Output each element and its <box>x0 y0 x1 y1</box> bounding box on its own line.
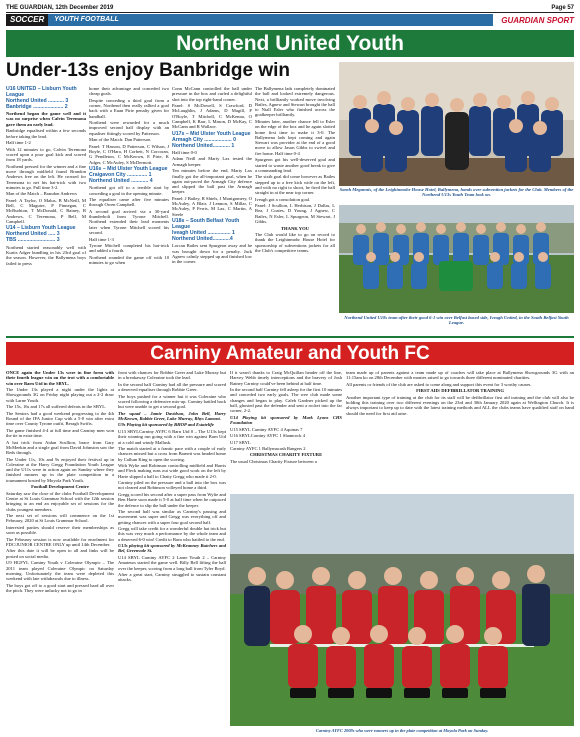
paragraph: Northend pressed for the winner and a fine move through midfield found Brandon Andrews free on the left. He crossed for Teremona to net his hat-trick with two minutes to go. Full time 3-2. <box>6 163 86 190</box>
paragraph: Northend were rewarded for a much improved second half display with an equaliser fittingly scored by Patterson. <box>89 120 169 136</box>
paragraph: Northend began the game well and it was no surprise when Calvin Teremona gave them an early lead. <box>6 111 86 127</box>
paragraph: Iveagh got a consolation goal. <box>255 196 311 202</box>
paragraph: Banbridge equalised within a few seconds before taking the lead. <box>6 128 86 139</box>
paragraph: U14 SBYL Carniny AYFC 2 Larne Youth 2 – Carniny Amateurs started the game well. Billy Bell lifting the ball over the keeper, scoring from a long ball from Tyler Boyd. <box>118 554 226 571</box>
paragraph: U9 HGFYL Carniny Youth v Coleraine Olympic – The 2011 team played Coleraine Olympic on Saturday morning. Unfortunately the team were depleted this weekend with late withdrawals due to illness. <box>6 560 114 582</box>
paragraph: Man of the Match – Brandon Andrews <box>6 191 77 197</box>
paragraph: Spurgeon got his well-deserved goal and started to waste another good break to give a commanding lead. <box>255 157 335 173</box>
paragraph: team made up of parents against a team made up of coaches will take place at Ballymena Showgrounds 3G with an 11:15am ko on 28th December with monies raised to go towards three different nominated charities. <box>346 370 574 381</box>
header-rule <box>6 12 574 13</box>
paragraph: If it wasn't thanks to Craig McQuillan header off the line, Harvey Webb timely interceptions and the bravery of Josh Rainey Carniny could've been behind at half time. <box>230 370 342 386</box>
paragraph: Panel: J Scullion, L Herbison, J Dallas, L Rea, J Coates, D Young, J Agnew, C Bailes, N Esler, L Spurgeon, M Stewart, J Gibbs. <box>255 203 335 225</box>
paragraph: The next set of sessions will commence on the 1st February, 2020 at St Louis Grammar School. <box>6 513 114 524</box>
photo-caption-u18s: Northend United U18s team after their good 6-1 win over Belfast based side, Iveagh United, in the South Belfast Youth League. <box>344 315 569 326</box>
paragraph: Gregg scored his second after a super pass from Wylie and Ben Harte soon made it 5-0 at half time when he outpaced the defence to slip the ball under the keeper. <box>118 491 226 508</box>
paragraph: The Ballymena lads completely dominated the ball and looked extremely dangerous. Next, a brilliantly worked move involving Bailes, Agnew and Stewart brought the ball to Niall Esler who finished across the goalkeeper brilliantly. <box>255 86 335 118</box>
paragraph: The Under 11s, 10s and 9s enjoyed their festival up in Coleraine at the Harry Gregg Foundation Youth League and the U11s were in action again on Sunday where they finished runners up in the plate competition in a tournament hosted by Moyola Park Youth. <box>6 456 114 483</box>
paragraph: The 15s, 16s and 17s all suffered defeats in the SBYL. <box>6 404 107 410</box>
paragraph: U9s Playing kit sponsored by BHOP and Estatelife <box>118 422 214 428</box>
publication-date: THE GUARDIAN, 12th December 2019 <box>6 4 114 11</box>
paragraph: Panel: S McDowell, S Crawford, D McLaughlin, J Adams, D Magill, P O'Boyle, T Mitchell, C McKenna, O Campbell, K Barr, L Mason, D McKay, C McCann and R Wallace. <box>172 103 252 130</box>
paragraph: U15 SBYL Carniny AYFC 4 Aquinas 7 <box>230 426 303 432</box>
result-block-2: U14 – Lisburn Youth League Northend United ..... 3 TBS .......................... 3 <box>6 225 76 244</box>
paragraph: U17 SBYL <box>230 439 251 445</box>
paragraph: Northend rounded the game off with 10 minutes to go when <box>89 254 169 266</box>
paragraph: Ten minutes before the end, Marty Lax finally got the all-important goal, when he again out-paced the Armagh City defence and slipped the ball past the Armagh keeper. <box>172 168 252 195</box>
northend-banner: Northend United Youth <box>6 30 574 57</box>
result-block-1: U16 UNITED – Lisburn Youth League Northend United ........... 3 Banbridge ..................... 2 <box>6 86 77 110</box>
paragraph: Interested parties should reserve their memberships as soon as possible. <box>6 524 114 536</box>
brand-logo: GUARDIAN SPORT <box>501 15 574 25</box>
paragraph: Despite conceding a third goal from a corner, Northend then really rallied a goal back with a Euan Pirie penalty given for handball. <box>89 97 169 119</box>
carniny-banner: Carniny Amateur and Youth FC <box>6 342 574 365</box>
team-photo-carniny <box>230 494 574 726</box>
paragraph: The Under 13s played a night under the lights at Showgrounds 3G on Friday night playing out a 2-2 draw with Larne Youth. <box>6 387 114 403</box>
team-photo-u18s <box>339 205 574 313</box>
paragraph: Adam Neill and Marty Lax tested the Armagh keeper. <box>172 156 252 167</box>
subheading-thank-you: THANK YOU <box>280 225 310 231</box>
paragraph: Half time 0-0 <box>172 149 197 155</box>
paragraph: U14 Playing kit sponsored by Mark Lyons CHS Foundation <box>230 414 342 426</box>
paragraph: The boys got off to a good start and pressed hard all over the pitch. They were unlucky not to go in <box>6 582 114 593</box>
result-block-5: U18s – South Belfast Youth League Iveagh United ................ 1 Northend United............4 <box>172 218 240 243</box>
article-column-1 <box>6 86 86 334</box>
section-divider <box>6 336 574 338</box>
paragraph: Man of the Match: Dan Patterson <box>89 137 151 143</box>
subsection-label: YOUTH FOOTBALL <box>48 14 493 26</box>
paragraph: With Wylie and Robinson controlling midfield and Harris and Fleck making runs out wide good work on the left by Harte slipped a ball to Chaity Gregg who made it 2-0. <box>118 463 226 479</box>
paragraph: Carniny AYFC 1 Ballymacash Rangers 2 <box>230 445 306 451</box>
paragraph: Northend started reasonably well with Kurtis Adger bundling in his 23rd goal of the season. However, the Ballymena boys failed to press <box>6 244 86 266</box>
paragraph: A second goal arrived via a 30-yard thunderbolt from Tyrone Mitchell. Northend extended their lead moments later when Tyrone Mitchell scored his second. <box>89 208 169 236</box>
carniny-column-2 <box>118 370 226 732</box>
paragraph: home their advantage and conceded two cheap goals. <box>89 86 169 97</box>
paragraph: Half time 1-3 <box>89 236 114 242</box>
paragraph: Carniny piled on the pressure and a ball into the box was not cleared and Robinson volleyed home a third. <box>118 480 226 491</box>
paragraph: The game finished 4-4 at full time and Carniny men won the tie in extra time. <box>6 427 114 439</box>
paragraph: After this date it will be open to all and links will be posted on social media. <box>6 548 114 559</box>
photo-caption-jackets: Sarah Megannis, of the Leighinmohr House Hotel, Ballymena, hands over subvention jackets for the Club. Members of the Northend U13s Youth Team look on. <box>339 187 574 198</box>
paragraph: After a great start, Carniny struggled to sustain constant attacks. <box>118 572 226 583</box>
result-block-3: U16s – Mid Ulster Youth League Craigavon City .............. 1 Northend United ............ 4 <box>89 166 168 185</box>
paragraph: Panel: A Taylor, O Malus, B McNeill, M Bell, C Maguire, P Finnegan, C McBurbton, T McDonald, C Rainey, B Andrews, C Teremona, P Bell, M Campbell. <box>6 197 86 224</box>
subheading-fdc: Football Development Centre <box>31 484 89 490</box>
page-header <box>6 3 574 12</box>
paragraph: The match started at a frantic pace with a couple of early chances missed but a cross from Barnett was headed home by Callum King to open the scoring. <box>118 445 226 462</box>
paragraph: front with chances for Robbie Greer and Luke Murray but in a breakaway Coleraine took the lead. <box>118 370 226 381</box>
paragraph: In the second half Carniny fell asleep for the first 10 minutes and conceded two early goals. The wee club made some changes and began to play. Caleb Gardner picked up the ball, ghosted past the defender and sent a rocket into the far corner, 2-2. <box>230 387 342 414</box>
paragraph: Tyrone Mitchell completed his hat-trick and added a fourth. <box>89 243 169 254</box>
carniny-column-3 <box>230 370 342 490</box>
paragraph: The sixth goal did come however as Bailes stepped up to a free kick wide on the left, and with no right to shoot, he fired the ball straight in at the near top corner. <box>255 174 335 196</box>
paragraph: A hat trick from Aidan Scullion, brace from Gary McMeekin and a single goal from David Johnston saw the Reds through. <box>6 439 114 456</box>
paragraph: Minutes later, another chance fell to Esler on the edge of the box and he again slotted home first time to make it 3-0. The Ballymena lads kept coming and again Stewart was provider at the end of a good move to allow Jason Gibbs to swivel and fire home. Half time 0-4 <box>255 118 335 156</box>
paragraph: The squad – Jamie Davidson, John Bell, Harry McKeown, Robbie Greer, Luke Murray, Rhys Lamont. <box>118 410 226 421</box>
article-column-2 <box>89 86 169 334</box>
paragraph: In the second half Carniny had all the pressure and scored a deserved equaliser through Robbie Greer. <box>118 381 226 393</box>
lead-paragraph: ONCE again the Under 13s were in fine form with their fourth league win on the trot with a comfortable win over Barn Utd in the SBYL. <box>6 370 114 386</box>
team-photo-jackets <box>339 62 574 186</box>
paragraph: Panel: T Hasson, D Patterson, C Wilson, J Boyle, C O'Hara, H Corbett, N Corcoran, G Pendleton, C McKeown, E Pirie, K Adger, C McAuley, S McDermott. <box>89 143 169 165</box>
paragraph: The February session is now available for enrolment for FDC/JUNIOR CENTRE ONLY up until 14th December. <box>6 536 114 547</box>
paragraph: Panel: J Bailey, R Shiels, J Montgomery, O McAuley, A Blair, J Lennon, S Millar, C McAuley, P Ferris, M Lax, C Martin, A Steele <box>172 195 252 217</box>
carniny-column-1 <box>6 370 114 732</box>
paragraph: The second half was similar as Carniny's passing and movement was super and Gregg was everything off and getting chances with a super four goal second half. <box>118 509 226 525</box>
paragraph: Another important type of training at the club for its staff will be defibrillator first aid training and the club will also be holding this training over two different evenings on the 23rd and 30th January 2020 again at Wellington Church. It is always important to keep up to date with the latest training methods and ALL the clubs teams have qualified staff on hand should the need for first aid arise. <box>346 394 574 416</box>
paragraph: The Seniors had a good weekend progressing to the 4th Round of the IFA Junior Cup with a 5-0 win after extra time over County Tyrone outfit, Beragh Swifts. <box>6 410 114 427</box>
paragraph: The boys pushed for a winner but it was Coleraine who scored following a defensive mix-up. Carniny battled back but were unable to get a second goal. <box>118 393 226 410</box>
paragraph: Gregg will take credit for a wonderful double hat trick but this was very much a performance by the whole team and a deserved 6-0 win! Credit to Barn who battled to the end. <box>118 526 226 542</box>
subheading-first-aid: FIRST AID/ DEFIBRILLATOR TRAINING <box>416 388 504 394</box>
subheading-charity: CHRISTMAS CHARITY FIXTURE <box>249 452 323 458</box>
paragraph: Saturday saw the close of the clubs Football Development Centre at St Louis Grammar School with the 12th session bringing to an end an enjoyable set of sessions for the clubs youngest members. <box>6 490 114 512</box>
paragraph: The Club would like to go on record to thank the Leighinmohr House Hotel for sponsorship of subventions jackets for all the Club's competitive teams. <box>255 232 335 253</box>
paragraph: All parents or friends of the club are asked to come along and support this event for 3 worthy causes. <box>346 381 532 387</box>
article-column-3 <box>172 86 252 334</box>
photo-caption-carniny: Carniny AYFC 2009s who were runners up in the plate competition at Moyola Park on Sunday. <box>315 728 489 733</box>
main-headline: Under-13s enjoy Banbridge win <box>6 60 290 81</box>
paragraph: U16 SBYLCarniny AYFC 1 Shamrock 4 <box>230 433 305 439</box>
paragraph: Northend got off to a terrible start by conceding a goal in the opening minute. <box>89 185 169 196</box>
paragraph: Conn McCann controlled the ball under pressure in the box and curled a delightful shot into the top right-hand corner. <box>172 86 252 102</box>
paragraph: The usual Christmas Charity Fixture between a <box>230 458 317 464</box>
paragraph: U13 SBYLCarniny AYFC 6 Barn Utd 0 – The U13s kept their winning run going with a fine win against Barn Utd at a cold and windy Mallusk. <box>118 428 226 445</box>
paragraph: The equaliser came after five minutes through Owen Campbell. <box>89 197 169 208</box>
paragraph: Lorcan Bailes sent Spurgeon away and he was brought down for a penalty. Jack Agnew calmly stepped up and finished low in the corner. <box>172 243 252 265</box>
page-number: Page 57 <box>551 4 574 11</box>
section-label: SOCCER <box>6 14 48 26</box>
result-block-4: U17s – Mid Ulster Youth League Armagh City ................... 0 Northend United............ 1 <box>172 130 251 149</box>
paragraph: U13s playing kit sponsored by McKeanney Butchers and Bel, Greenvale St. <box>118 543 226 554</box>
carniny-column-4 <box>346 370 574 490</box>
section-bar <box>6 14 574 26</box>
article-column-4 <box>255 86 335 334</box>
paragraph: Half time 1-2 <box>6 140 31 146</box>
paragraph: With 12 minutes to go, Calvin Teremona scored upon a poor goal kick and scored from 18 yards. <box>6 146 86 163</box>
